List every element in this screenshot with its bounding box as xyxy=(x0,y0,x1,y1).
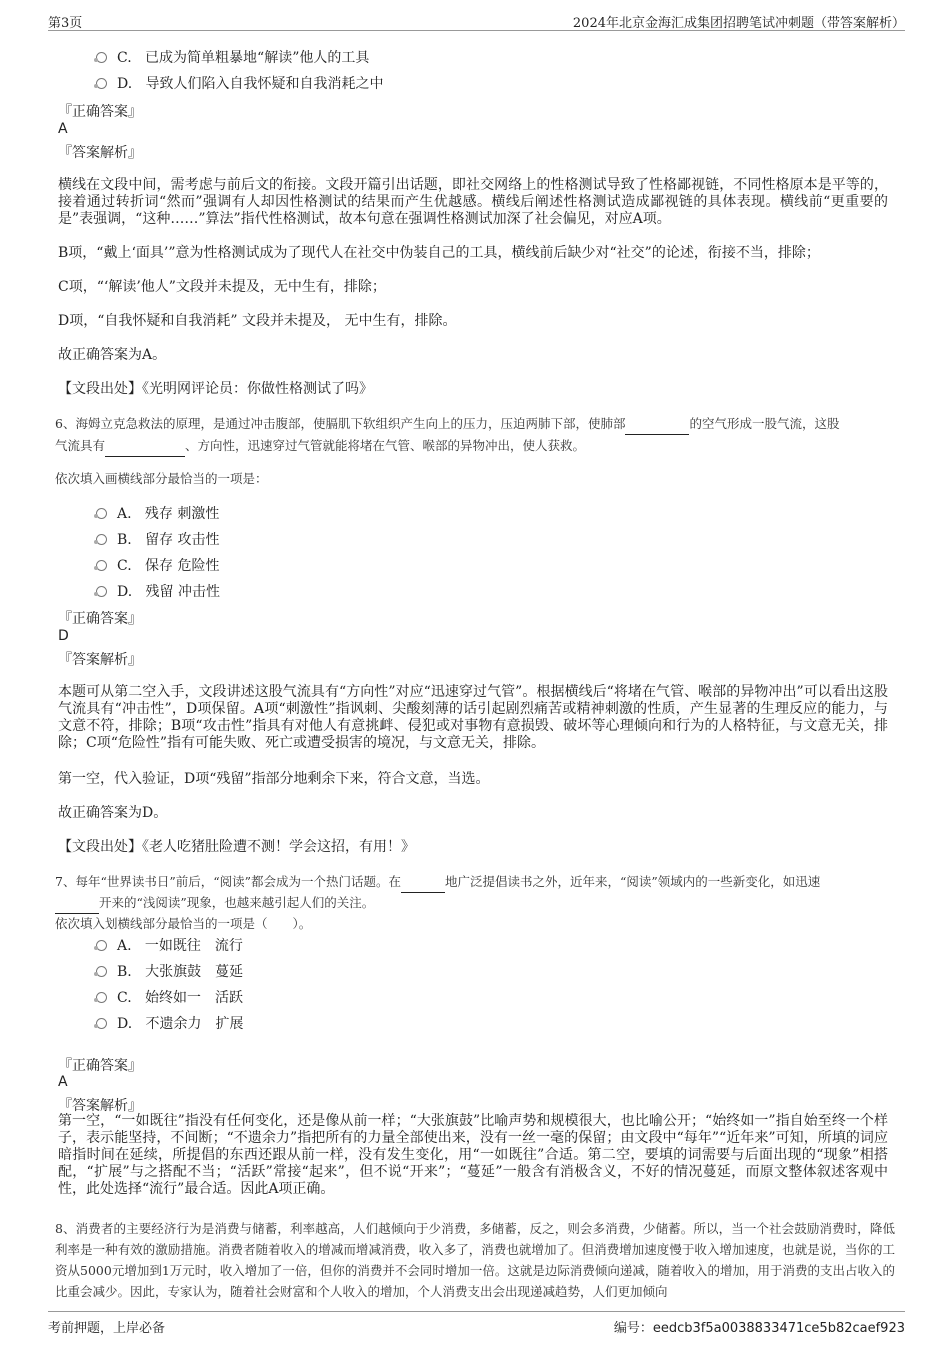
q5-option-d[interactable]: D. 导致人们陷入自我怀疑和自我消耗之中 xyxy=(96,73,384,93)
radio-icon[interactable] xyxy=(96,52,107,63)
answer-label: 『正确答案』 xyxy=(58,611,142,627)
q6-option-a[interactable]: A. 残存 刺激性 xyxy=(96,503,219,523)
analysis-paragraph: 第一空，“一如既往”指没有任何变化，还是像从前一样；“大张旗鼓”比喻声势和规模很大，也比喻公开；“始终如一”指自始至终一个样子，表示能坚持，不间断；“不遗余力”指把所有的力量全部使出来，没有一丝一毫的保留；由文段中“每年”“近年来”可知，所填的词应暗指时间在延续，所提倡的东西还跟从前一样，没有发生变化，用“一如既往”合适。第二空，要填的词需要与后面出现的“现象”相搭配，“扩展”与之搭配不当；“活跃”常接“起来”，但不说“开来”；“蔓延”一般含有消极含义，不好的情况蔓延，而原文整体叙述客观中性，此处选择“流行”最合适。因此A项正确。 xyxy=(58,1113,888,1197)
answer-value: A xyxy=(58,1074,68,1090)
q7-option-c[interactable]: C. 始终如一 活跃 xyxy=(96,987,243,1007)
analysis-label: 『答案解析』 xyxy=(58,652,142,668)
answer-value: D xyxy=(58,628,69,644)
answer-label: 『正确答案』 xyxy=(58,1058,142,1074)
radio-icon[interactable] xyxy=(96,1018,107,1029)
radio-icon[interactable] xyxy=(96,940,107,951)
question-8-stem: 8、消费者的主要经济行为是消费与储蓄，利率越高，人们越倾向于少消费，多储蓄，反之，则会多消费，少储蓄。所以，当一个社会鼓励消费时，降低利率是一种有效的激励措施。消费者随着收入的增减而增减消费，收入多了，消费也就增加了。但消费增加速度慢于收入增加速度，也就是说，当你的工资从5000元增加到1万元时，收入增加了一倍，但你的消费并不会同时增加一倍。这就是边际消费倾向递减，随着收入的增加，用于消费的支出占收入的比重会减少。因此，专家认为，随着社会财富和个人收入的增加，个人消费支出会出现递减趋势，人们更加倾向 xyxy=(55,1221,895,1299)
q5-option-c[interactable]: C. 已成为简单粗暴地“解读”他人的工具 xyxy=(96,47,369,67)
analysis-paragraph: C项，“‘解读’他人”文段并未提及，无中生有，排除； xyxy=(58,279,386,295)
q7-option-a[interactable]: A. 一如既往 流行 xyxy=(96,935,243,955)
analysis-label: 『答案解析』 xyxy=(58,1098,142,1114)
document-id: 编号：eedcb3f5a0038833471ce5b82caef923 xyxy=(613,1321,905,1336)
source-citation: 【文段出处】《光明网评论员：你做性格测试了吗》 xyxy=(58,381,373,397)
radio-icon[interactable] xyxy=(96,508,107,519)
analysis-paragraph: D项，“自我怀疑和自我消耗” 文段并未提及， 无中生有，排除。 xyxy=(58,313,457,329)
source-citation: 【文段出处】《老人吃猪肚险遭不测！学会这招，有用！》 xyxy=(58,839,415,855)
radio-icon[interactable] xyxy=(96,78,107,89)
q6-option-c[interactable]: C. 保存 危险性 xyxy=(96,555,219,575)
q7-option-b[interactable]: B. 大张旗鼓 蔓延 xyxy=(96,961,243,981)
analysis-label: 『答案解析』 xyxy=(58,145,142,161)
radio-icon[interactable] xyxy=(96,534,107,545)
analysis-paragraph: 故正确答案为A。 xyxy=(58,347,167,363)
document-title: 2024年北京金海汇成集团招聘笔试冲刺题（带答案解析） xyxy=(572,16,905,31)
q6-option-b[interactable]: B. 留存 攻击性 xyxy=(96,529,220,549)
radio-icon[interactable] xyxy=(96,560,107,571)
analysis-paragraph: B项，“戴上‘面具’”意为性格测试成为了现代人在社交中伪装自己的工具，横线前后缺少对“社交”的论述，衔接不当，排除； xyxy=(58,245,820,261)
analysis-paragraph: 本题可从第二空入手，文段讲述这股气流具有“方向性”对应“迅速穿过气管”。根据横线后“将堵在气管、喉部的异物冲出”可以看出这股气流具有“冲击性”，D项保留。A项“刺激性”指讽刺、尖酸刻薄的话引起剧烈痛苦或精神刺激的性质，产生显著的生理反应的能力，与文意不符，排除；B项“攻击性”指具有对他人有意挑衅、侵犯或对事物有意损毁、破坏等心理倾向和行为的人格特征，与文意无关，排除；C项“危险性”指有可能失败、死亡或遭受损害的境况，与文意无关，排除。 xyxy=(58,684,888,751)
question-6-stem: 6、海姆立克急救法的原理，是通过冲击腹部，使膈肌下软组织产生向上的压力，压迫两肺下部，使肺部 的空气形成一股气流，这股 气流具有 、方向性，迅速穿过气管就能将堵在气管、喉部的异物冲出，使人获救。 xyxy=(55,413,895,457)
question-7-stem: 7、每年“世界读书日”前后，“阅读”都会成为一个热门话题。在 地广泛提倡读书之外，近年来，“阅读”领域内的一些新变化，如迅速 开来的“浅阅读”现象，也越来越引起人们的关注。 xyxy=(55,872,895,914)
page-footer xyxy=(48,1311,905,1340)
analysis-paragraph: 故正确答案为D。 xyxy=(58,805,168,821)
q6-option-d[interactable]: D. 残留 冲击性 xyxy=(96,581,220,601)
question-instruction: 依次填入画横线部分最恰当的一项是： xyxy=(55,471,268,486)
analysis-paragraph: 横线在文段中间，需考虑与前后文的衔接。文段开篇引出话题，即社交网络上的性格测试导致了性格鄙视链，不同性格原本是平等的，接着通过转折词“然而”强调有人却因性格测试的结果而产生优越感。横线后阐述性格测试造成鄙视链的具体表现。横线前“更重要的是”表强调，“这种……”算法”指代性格测试，故本句意在强调性格测试加深了社会偏见，对应A项。 xyxy=(58,177,888,227)
page-number: 第3页 xyxy=(48,16,83,31)
radio-icon[interactable] xyxy=(96,992,107,1003)
radio-icon[interactable] xyxy=(96,586,107,597)
q7-option-d[interactable]: D. 不遗余力 扩展 xyxy=(96,1013,244,1033)
analysis-paragraph: 第一空，代入验证，D项“残留”指部分地剩余下来，符合文意，当选。 xyxy=(58,771,490,787)
answer-label: 『正确答案』 xyxy=(58,104,142,120)
footer-slogan: 考前押题，上岸必备 xyxy=(48,1321,166,1336)
answer-value: A xyxy=(58,121,68,137)
page-header xyxy=(48,8,905,31)
radio-icon[interactable] xyxy=(96,966,107,977)
question-instruction: 依次填入划横线部分最恰当的一项是（ ）。 xyxy=(55,916,312,931)
